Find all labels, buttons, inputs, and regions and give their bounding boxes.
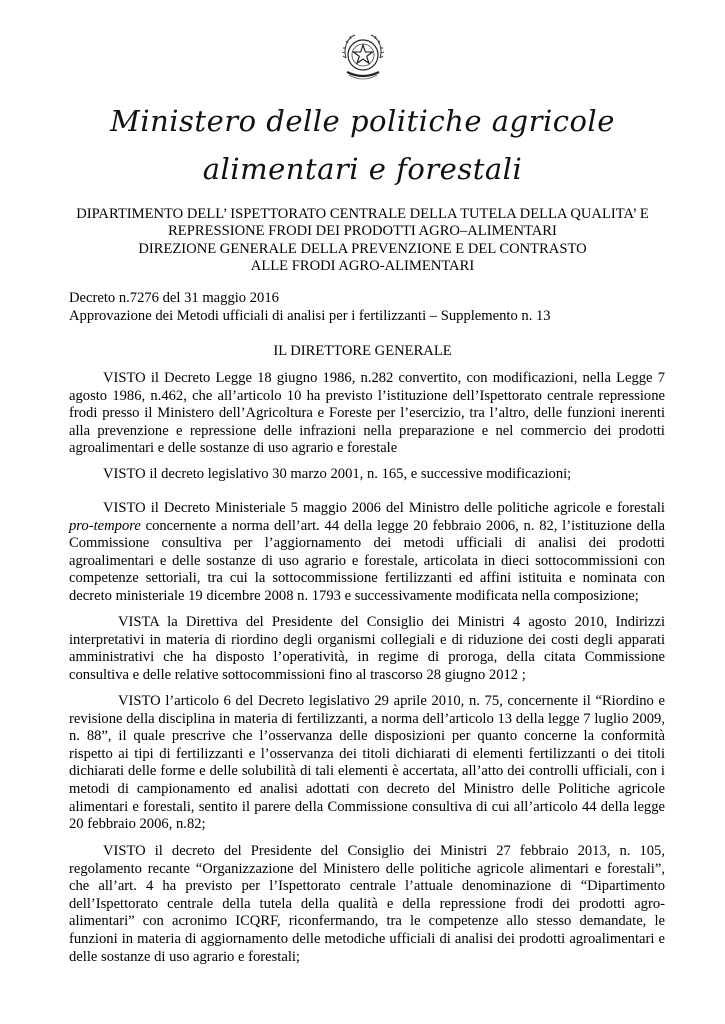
paragraph-line: interpretativi in materia di riordino degli organismi collegiali e di riduzione dei costi degli apparati xyxy=(69,631,665,648)
paragraph-1 xyxy=(69,370,665,458)
paragraph-line: 20 febbraio 2006, n.82; xyxy=(69,816,206,833)
paragraph-4 xyxy=(69,614,665,684)
paragraph-line-with-italic xyxy=(69,518,665,536)
decree-number: Decreto n.7276 del 31 maggio 2016 xyxy=(69,290,279,306)
paragraph-line: VISTO il decreto legislativo 30 marzo 2001, n. 165, e successive modificazioni; xyxy=(103,466,572,482)
paragraph-line: decreto ministeriale 19 dicembre 2008 n. 1793 e successivamente modificata nella composizione; xyxy=(69,587,639,604)
paragraph-line: agosto 1986, n.462, che all’articolo 10 ha previsto l’istituzione dell’Ispettorato centrale repressione xyxy=(69,387,665,404)
paragraph-2 xyxy=(69,466,665,484)
paragraph-line: VISTO il Decreto Legge 18 giugno 1986, n.282 convertito, con modificazioni, nella Legge 7 xyxy=(103,370,665,386)
paragraph-line: concernente a norma dell’art. 44 della legge 20 febbraio 2006, n. 82, l’istituzione della xyxy=(145,517,665,534)
department-line: REPRESSIONE FRODI DEI PRODOTTI AGRO–ALIMENTARI xyxy=(168,223,557,240)
paragraph-line: Commissione consultiva per l’aggiornamento dei metodi ufficiali di analisi dei prodotti xyxy=(69,535,665,552)
paragraph-line: alla prevenzione e repressione delle infrazioni nella preparazione e nel commercio dei prodotti xyxy=(69,422,665,439)
ministry-name-line2: alimentari e forestali xyxy=(202,152,523,186)
paragraph-line: frodi presso il Ministero dell’Agricoltura e Foreste per l’esercizio, tra l’altro, delle funzioni inerenti xyxy=(69,405,665,422)
paragraph-line: regolamento recante “Organizzazione del Ministero delle politiche agricole alimentari e forestali”, xyxy=(69,860,665,877)
paragraph-line: revisione della disciplina in materia di fertilizzanti, a norma dell’articolo 13 della legge 7 luglio 2009, xyxy=(69,710,665,727)
paragraph-line: dichiarati delle forme e delle solubilità di tali elementi è accertata, all’atto dei controlli ufficiali, con i xyxy=(69,763,665,780)
decree-subject: Approvazione dei Metodi ufficiali di analisi per i fertilizzanti – Supplemento n. 13 xyxy=(69,307,551,324)
paragraph-line: n. 88”, il quale prescrive che l’osservanza delle disposizioni per quanto concerne la conformità xyxy=(69,728,665,745)
paragraph-line: amministrativi che ha disposto l’operatività, in regime di proroga, della citata Commissione xyxy=(69,649,665,666)
paragraph-line: VISTO il Decreto Ministeriale 5 maggio 2006 del Ministro delle politiche agricole e forestali xyxy=(103,500,665,516)
director-title: IL DIRETTORE GENERALE xyxy=(273,343,452,359)
paragraph-line: consultiva e delle relative sottocommissioni fino al trascorso 28 giugno 2012 ; xyxy=(69,666,526,683)
paragraph-line: alimentari” con acronimo ICQRF, riconfermando, tra le competenze allo stesso demandate, le xyxy=(69,913,665,930)
paragraph-line: VISTA la Direttiva del Presidente del Consiglio dei Ministri 4 agosto 2010, Indirizzi xyxy=(118,614,665,630)
decree-block xyxy=(69,290,689,325)
department-line: ALLE FRODI AGRO-ALIMENTARI xyxy=(250,257,475,274)
paragraph-line: competenze settoriali, tra cui la sottocommissione fertilizzanti ed affini istituita e nominata con xyxy=(69,570,665,587)
paragraph-line: agroalimentari e delle sostanze di uso agrario e forestale xyxy=(69,440,398,457)
ministry-name-line1: Ministero delle politiche agricole xyxy=(110,104,615,138)
paragraph-line: agroalimentari e delle sostanze di uso agrario e forestale, articolata in dieci sottocommissioni con xyxy=(69,552,665,569)
paragraph-line: metodi di campionamento ed analisi adottati con decreto del Ministro delle Politiche agricole xyxy=(69,780,665,797)
paragraph-line: delle sostanze di uso agrario e forestali; xyxy=(69,948,300,965)
paragraph-line: dell’Ispettorato centrale della tutela della qualità e della repressione frodi dei prodotti agro- xyxy=(69,895,665,912)
department-line: DIREZIONE GENERALE DELLA PREVENZIONE E DEL CONTRASTO xyxy=(138,240,587,257)
paragraph-line: VISTO l’articolo 6 del Decreto legislativo 29 aprile 2010, n. 75, concernente il “Riordino e xyxy=(118,693,665,709)
paragraph-line: funzioni in materia di aggiornamento delle metodiche ufficiali di analisi dei prodotti agroalimentari e xyxy=(69,930,665,947)
paragraph-5 xyxy=(69,693,665,834)
paragraph-line: che all’art. 4 ha previsto per l’Ispettorato centrale l’attuale denominazione di “Dipartimento xyxy=(69,878,665,895)
italic-term: pro-tempore xyxy=(69,517,141,534)
department-line: DIPARTIMENTO DELL’ ISPETTORATO CENTRALE DELLA TUTELA DELLA QUALITA’ E xyxy=(76,206,649,222)
paragraph-line: VISTO il decreto del Presidente del Consiglio dei Ministri 27 febbraio 2013, n. 105, xyxy=(103,843,665,859)
paragraph-3 xyxy=(69,500,665,606)
department-heading xyxy=(40,206,685,275)
paragraph-line: alimentari e forestali, sentito il parere della Commissione consultiva di cui all’articolo 44 della legge xyxy=(69,798,665,815)
paragraph-line: rispetto ai tipi di fertilizzanti e l’osservanza dei titoli dichiarati di elementi fertilizzanti o dei titoli xyxy=(69,745,665,762)
paragraph-6 xyxy=(69,843,665,966)
republic-emblem-icon xyxy=(337,28,389,88)
